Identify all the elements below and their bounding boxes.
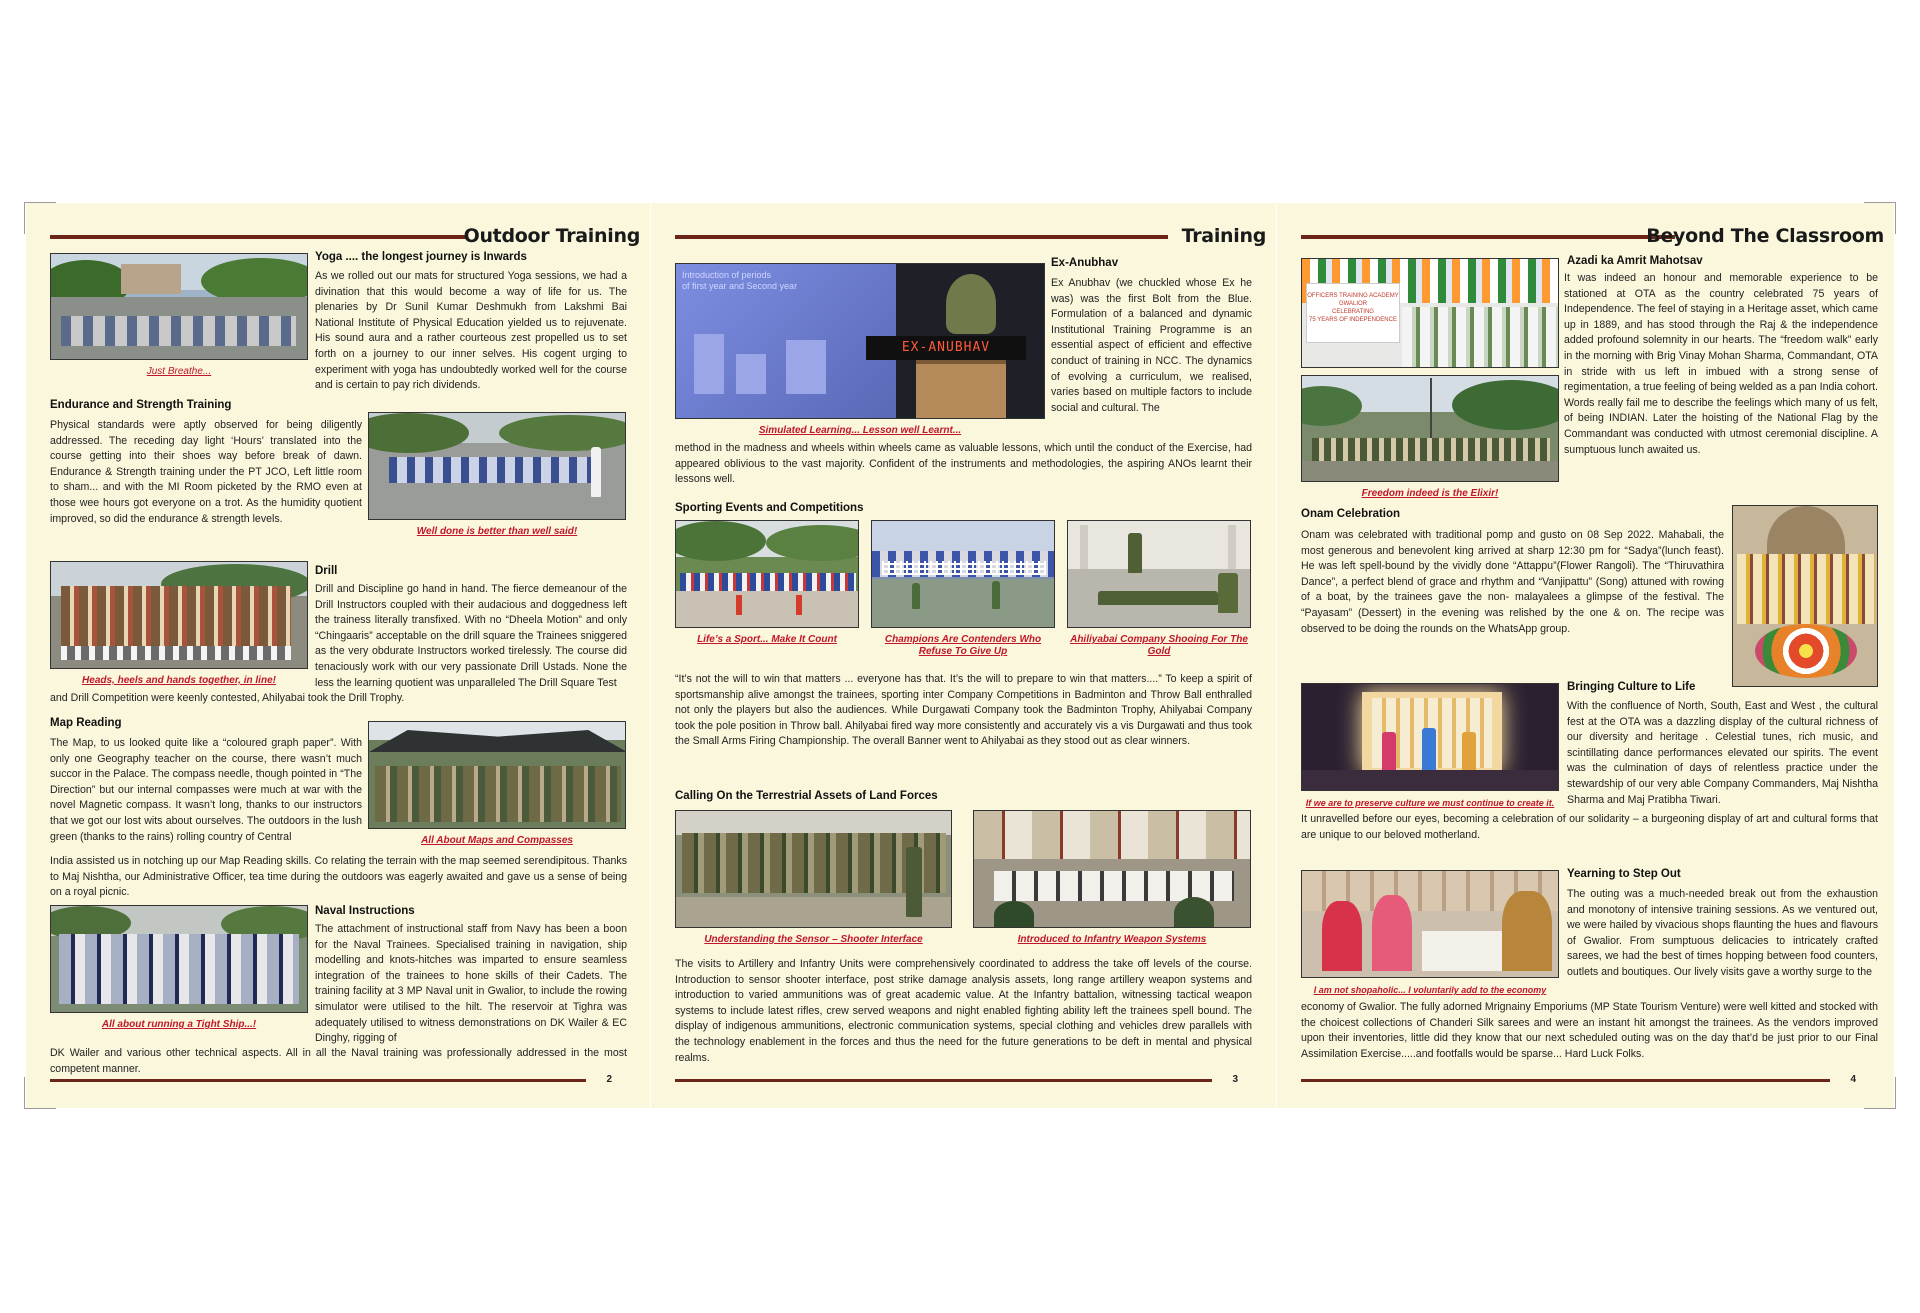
azadi-banner: OFFICERS TRAINING ACADEMY GWALIOR CELEBRATING 75 YEARS OF INDEPENDENCE [1306,283,1400,343]
page-title: Training [1181,225,1266,247]
azadi-heading: Azadi ka Amrit Mahotsav [1567,255,1703,267]
terrestrial-caption-1: Understanding the Sensor – Shooter Interface [704,934,923,945]
page-footer [675,1076,1252,1086]
azadi-photo-1 [1301,258,1559,368]
naval-text: The attachment of instructional staff from Navy has been a boon for the Naval Trainees. Specialised training in navigation, ship modelling and knots-hitches was imparted to ensure seamless integration of the trainees to hone skills of their Cadets. The training facility at 3 MP Naval unit in Gwalior, to include the rowing simulator were utilised to the hilt. The reservoir at Tighra was adequately utilised to witness demonstrations on DK Wailer & EC Dinghy, rigging of [315,923,627,1045]
page-header [1301,225,1884,249]
endurance-photo [368,412,626,520]
map-heading: Map Reading [50,717,122,729]
terrestrial-photo-1 [675,810,952,928]
naval-text-continued: DK Wailer and various other technical aspects. All in all the Naval training was professionally addressed in the most competent manner. [50,1047,627,1075]
drill-caption: Heads, heels and hands together, in line! [82,675,276,686]
anubhav-photo [675,263,1045,419]
sports-caption-2: Champions Are Contenders Who Refuse To Give Up [884,634,1042,657]
endurance-caption: Well done is better than well said! [416,526,578,537]
sports-heading: Sporting Events and Competitions [675,502,864,514]
page-outdoor-training [26,203,650,1108]
yoga-photo [50,253,308,360]
culture-text: With the confluence of North, South, East and West , the cultural fest at the OTA was a dazzling display of the cultural richness of our diversity and heritage . Celestial tunes, rich music, and scintillating dance performances elevated our spirits. The event was the culmination of days of relentless practice under the stewardship of our very able Company Commanders, Maj Nishtha Sharma and Maj Pratibha Tiwari. [1567,700,1878,806]
podium-sign: EX-ANUBHAV [866,336,1026,360]
azadi-caption: Freedom indeed is the Elixir! [1361,488,1499,499]
header-rule [1301,235,1675,239]
sports-photo-1 [675,520,859,628]
sports-text: “It’s not the will to win that matters ... everyone has that. It’s the will to prepare to win that matters....” To keep a spirit of sportsmanship alive amongst the trainees, sporting inter Company Competitions in Badminton and Throw Ball enthralled not only the players but also the audiences. While Durgawati Company took the Badminton Trophy, Ahilyabai Company took the pole position in Throw ball. Ahilyabai fired way more consistently and accurately vis a vis Durgawati and thus took the Small Arms Firing Championship. The overall Banner went to Ahilyabai as they stood out as clear winners. [675,673,1252,748]
azadi-photo-2 [1301,375,1559,482]
header-rule [675,235,1168,239]
terrestrial-caption-2: Introduced to Infantry Weapon Systems [1017,934,1207,945]
footer-rule [675,1079,1212,1082]
naval-caption: All about running a Tight Ship...! [101,1019,257,1030]
page-header [50,225,640,249]
culture-caption: If we are to preserve culture we must continue to create it. [1305,798,1555,808]
drill-heading: Drill [315,565,338,577]
sports-caption-1: Life’s a Sport... Make It Count [697,634,837,645]
yearning-heading: Yearning to Step Out [1567,868,1681,880]
naval-heading: Naval Instructions [315,905,415,917]
sports-photo-2 [871,520,1055,628]
page-number: 2 [606,1074,612,1085]
terrestrial-text: The visits to Artillery and Infantry Units were comprehensively coordinated to address the take off levels of the course. Introduction to sensor shooter interface, post strike damage analysis assets, long range artillery weapon systems and introduction to varied ammunitions was of great academic value. At the Infantry battalion, witnessing tactical weapon systems to include latest rifles, crew served weapons and night enabled fighting ability left the trainees spell bound. The display of indigenous ammunitions, electronic communication systems, special clothing and vehicles drew parallels with the technology enablement in the forces and thus the need for the future generations to be deft in mental and physical realms. [675,958,1252,1064]
yoga-heading: Yoga .... the longest journey is Inwards [315,251,527,263]
yearning-text-continued: economy of Gwalior. The fully adorned Mrignainy Emporiums (MP State Tourism Venture) were well kitted and stocked with the choicest collections of Chanderi Silk sarees and were an instant hit amongst the trainees. As the vendors improved upon their inventories, little did they know that our next scheduled outing was on the day that’d be just prior to our Final Assimilation Exercise.....and footfalls would be sparse... Hard Luck Folks. [1301,1001,1878,1060]
footer-rule [50,1079,586,1082]
yearning-caption: I am not shopaholic... I voluntarily add to the economy [1313,985,1547,995]
culture-text-continued: It unravelled before our eyes, becoming a celebration of our solidarity – a burgeoning display of art and cultural forms that are unique to our beloved motherland. [1301,813,1878,841]
map-caption: All About Maps and Compasses [421,835,573,846]
page-header [675,225,1266,249]
page-training [651,203,1276,1108]
naval-photo [50,905,308,1013]
onam-text: Onam was celebrated with traditional pomp and gusto on 08 Sep 2022. Mahabali, the most generous and benevolent king arrived at sharp 12:30 pm for “Sadya”(lunch feast). He was left spell-bound by the vividly done “Attappu”(Flower Rangoli). The “Thiruvathira Dance”, a perfect blend of grace and rhythm and “Vanjipattu” (Song) attuned with rowing of a boat, by the trainees gave the non- malayalees a glimpse of the festival. The “Payasam” (Dessert) in the evening was relished by the one & on. The recipe was observed to be doing the rounds on the WhatsApp group. [1301,529,1724,635]
page-title: Outdoor Training [463,225,640,247]
sports-photo-3 [1067,520,1251,628]
page-footer [1301,1076,1870,1086]
yoga-caption: Just Breathe... [146,366,212,377]
terrestrial-heading: Calling On the Terrestrial Assets of Land Forces [675,790,938,802]
page-beyond-the-classroom [1277,203,1894,1108]
anubhav-heading: Ex-Anubhav [1051,257,1119,269]
onam-heading: Onam Celebration [1301,508,1401,520]
endurance-text: Physical standards were aptly observed for being diligently addressed. The receding day light ‘Hours’ translated into the course getting into their shoes way before break of dawn. Endurance & Strength training under the PT JCO, Left little room to sham... and with the MI Room picketed by the RMO even at those wee hours got everyone on a trot. As the humidity quotient improved, so did the endurance & strength levels. [50,419,362,525]
map-text: The Map, to us looked quite like a “coloured graph paper”. With only one Geography teacher on the course, there wasn’t much succor in the Palace. The compass needle, though pointed in “The Direction” but our internal compasses were much at war with the novel Magnetic compass. It wasn’t long, thanks to our instructors that we got our lost wits about ourselves. The outdoors in the lush green (thanks to the rains) rolling country of Central [50,737,362,843]
yearning-text: The outing was a much-needed break out from the exhaustion and monotony of intensive training sessions. As we ventured out, we were hailed by vivacious shops flaunting the hues and flavours of Gwalior. From sumptuous delicacies to intricately crafted sarees, we had the best of times hopping between food counters, outlets and boutiques. Our lively visits gave a worthy surge to the [1567,888,1878,978]
sports-caption-3: Ahiliyabai Company Shooing For The Gold [1070,634,1248,657]
anubhav-text-continued: method in the madness and wheels within wheels came as valuable lessons, which until the conduct of the Exercise, had appeared oblivious to the vast majority. Confident of the instruments and methodologies, the aspiring ANOs learnt their lessons well. [675,442,1252,486]
onam-photo [1732,505,1878,687]
yoga-text: As we rolled out our mats for structured Yoga sessions, we had a divination that this would become a way of life for us. The plenaries by Dr Sunil Kumar Deshmukh from Lakshmi Bai National Institute of Physical Education yielded us to rejuvenate. His sound aura and a rather courteous zest propelled us to set forth on a journey to our inner selves. His cogent urging to experiment with yoga has undoubtedly worked well for the course and is certain to pay rich dividends. [315,270,627,392]
culture-photo [1301,683,1559,791]
header-rule [50,235,468,239]
drill-text: Drill and Discipline go hand in hand. The fierce demeanour of the Drill Instructors coupled with their audacious and doggedness left the trainess literally transfixed. With no “Dheela Motion” and only “Chingaaris” acceptable on the drill square the Trainees sniggered as the very obdurate Instructors worked tirelessly. The course did tenaciously work with our very passionate Drill Ustads. None the less the learning quotient was unparalleled The Drill Square Test [315,583,627,689]
azadi-text: It was indeed an honour and memorable experience to be stationed at OTA as the country celebrated 75 years of Independence. The feel of staying in a Heritage asset, which came up in 1889, and has stood through the Raj & the independence added profound solemnity in our hearts. The “freedom walk” early in the morning with Brig Vinay Mohan Sharma, Commandant, OTA in stride with us left in imbued with a strong sense of regimentation, a true feeling of being welded as a pan India cohort. Words really fail me to describe the feelings which many of us felt, of being INDIAN. Later the hoisting of the National Flag by the Commandant was conducted with utmost ceremonial discipline. A sumptuous lunch awaited us. [1564,272,1878,456]
page-number: 4 [1850,1074,1856,1085]
drill-text-continued: and Drill Competition were keenly contested, Ahilyabai took the Drill Trophy. [50,692,405,704]
yearning-photo [1301,870,1559,978]
culture-heading: Bringing Culture to Life [1567,681,1696,693]
page-number: 3 [1232,1074,1238,1085]
terrestrial-photo-2 [973,810,1251,928]
page-footer [50,1076,626,1086]
map-text-continued: India assisted us in notching up our Map Reading skills. Co relating the terrain with the map seemed serendipitous. Thanks to Maj Nishtha, our Administrative Officer, tea time during the outdoors was eagerly awaited and gave us a sense of being on a royal picnic. [50,855,627,899]
endurance-heading: Endurance and Strength Training [50,399,232,411]
page-title: Beyond The Classroom [1646,225,1884,247]
footer-rule [1301,1079,1830,1082]
anubhav-text: Ex Anubhav (we chuckled whose Ex he was) was the first Bolt from the Blue. Formulation of a balanced and dynamic Institutional Training Programme is an essential aspect of efficient and effective conduct of training in NCC. The dynamics of evolving a curriculum, we realised, varies based on multiple factors to include social and cultural. The [1051,277,1252,414]
slide-text: Introduction of periods of first year and Second year [682,270,798,291]
anubhav-caption: Simulated Learning... Lesson well Learnt... [758,425,962,436]
map-photo [368,721,626,829]
drill-photo [50,561,308,669]
